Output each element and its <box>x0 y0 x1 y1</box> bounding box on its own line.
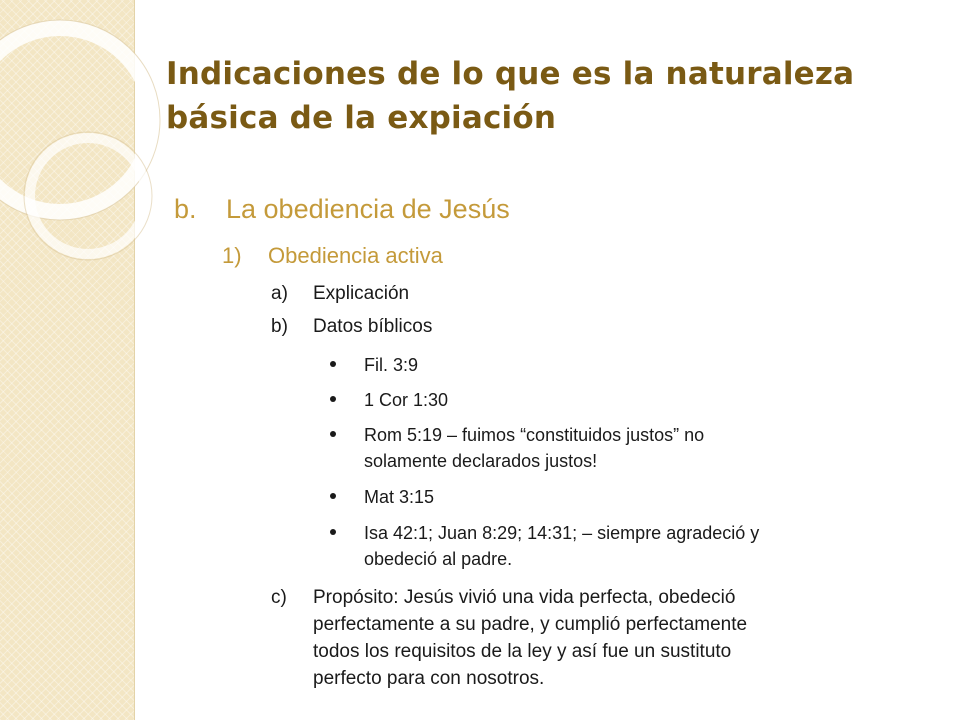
item-b-marker: b) <box>271 316 288 337</box>
item-a-text: Explicación <box>313 283 410 304</box>
item-c-line-2: perfectamente a su padre, y cumplió perfectamente <box>313 614 748 635</box>
section-text: La obediencia de Jesús <box>226 194 510 224</box>
subsection-text: Obediencia activa <box>268 243 443 268</box>
bullet-text: 1 Cor 1:30 <box>364 390 449 410</box>
bullet-text-line-1: Isa 42:1; Juan 8:29; 14:31; – siempre agradeció y <box>364 523 760 543</box>
bullet-text: Mat 3:15 <box>364 487 435 507</box>
item-b-text: Datos bíblicos <box>313 316 433 337</box>
item-c-line-3: todos los requisitos de la ley y así fue un sustituto <box>313 641 732 662</box>
slide-title-line-2: básica de la expiación <box>166 100 557 136</box>
section-marker: b. <box>174 194 197 224</box>
bullet-dot-icon <box>330 396 336 402</box>
item-c-line-1: Propósito: Jesús vivió una vida perfecta, obedeció <box>313 587 736 608</box>
subsection-marker: 1) <box>222 243 242 268</box>
bullet-text-line-2: obedeció al padre. <box>364 549 513 569</box>
bullet-text: Fil. 3:9 <box>364 355 419 375</box>
slide-title-line-1: Indicaciones de lo que es la naturaleza <box>166 56 855 92</box>
bullet-text-line-1: Rom 5:19 – fuimos “constituidos justos” no <box>364 425 705 445</box>
bullet-text-line-2: solamente declarados justos! <box>364 451 598 471</box>
bullet-dot-icon <box>330 529 336 535</box>
item-c-line-4: perfecto para con nosotros. <box>313 668 545 689</box>
bullet-dot-icon <box>330 361 336 367</box>
item-c-marker: c) <box>271 587 287 608</box>
bullet-dot-icon <box>330 431 336 437</box>
item-a-marker: a) <box>271 283 288 304</box>
bullet-dot-icon <box>330 493 336 499</box>
